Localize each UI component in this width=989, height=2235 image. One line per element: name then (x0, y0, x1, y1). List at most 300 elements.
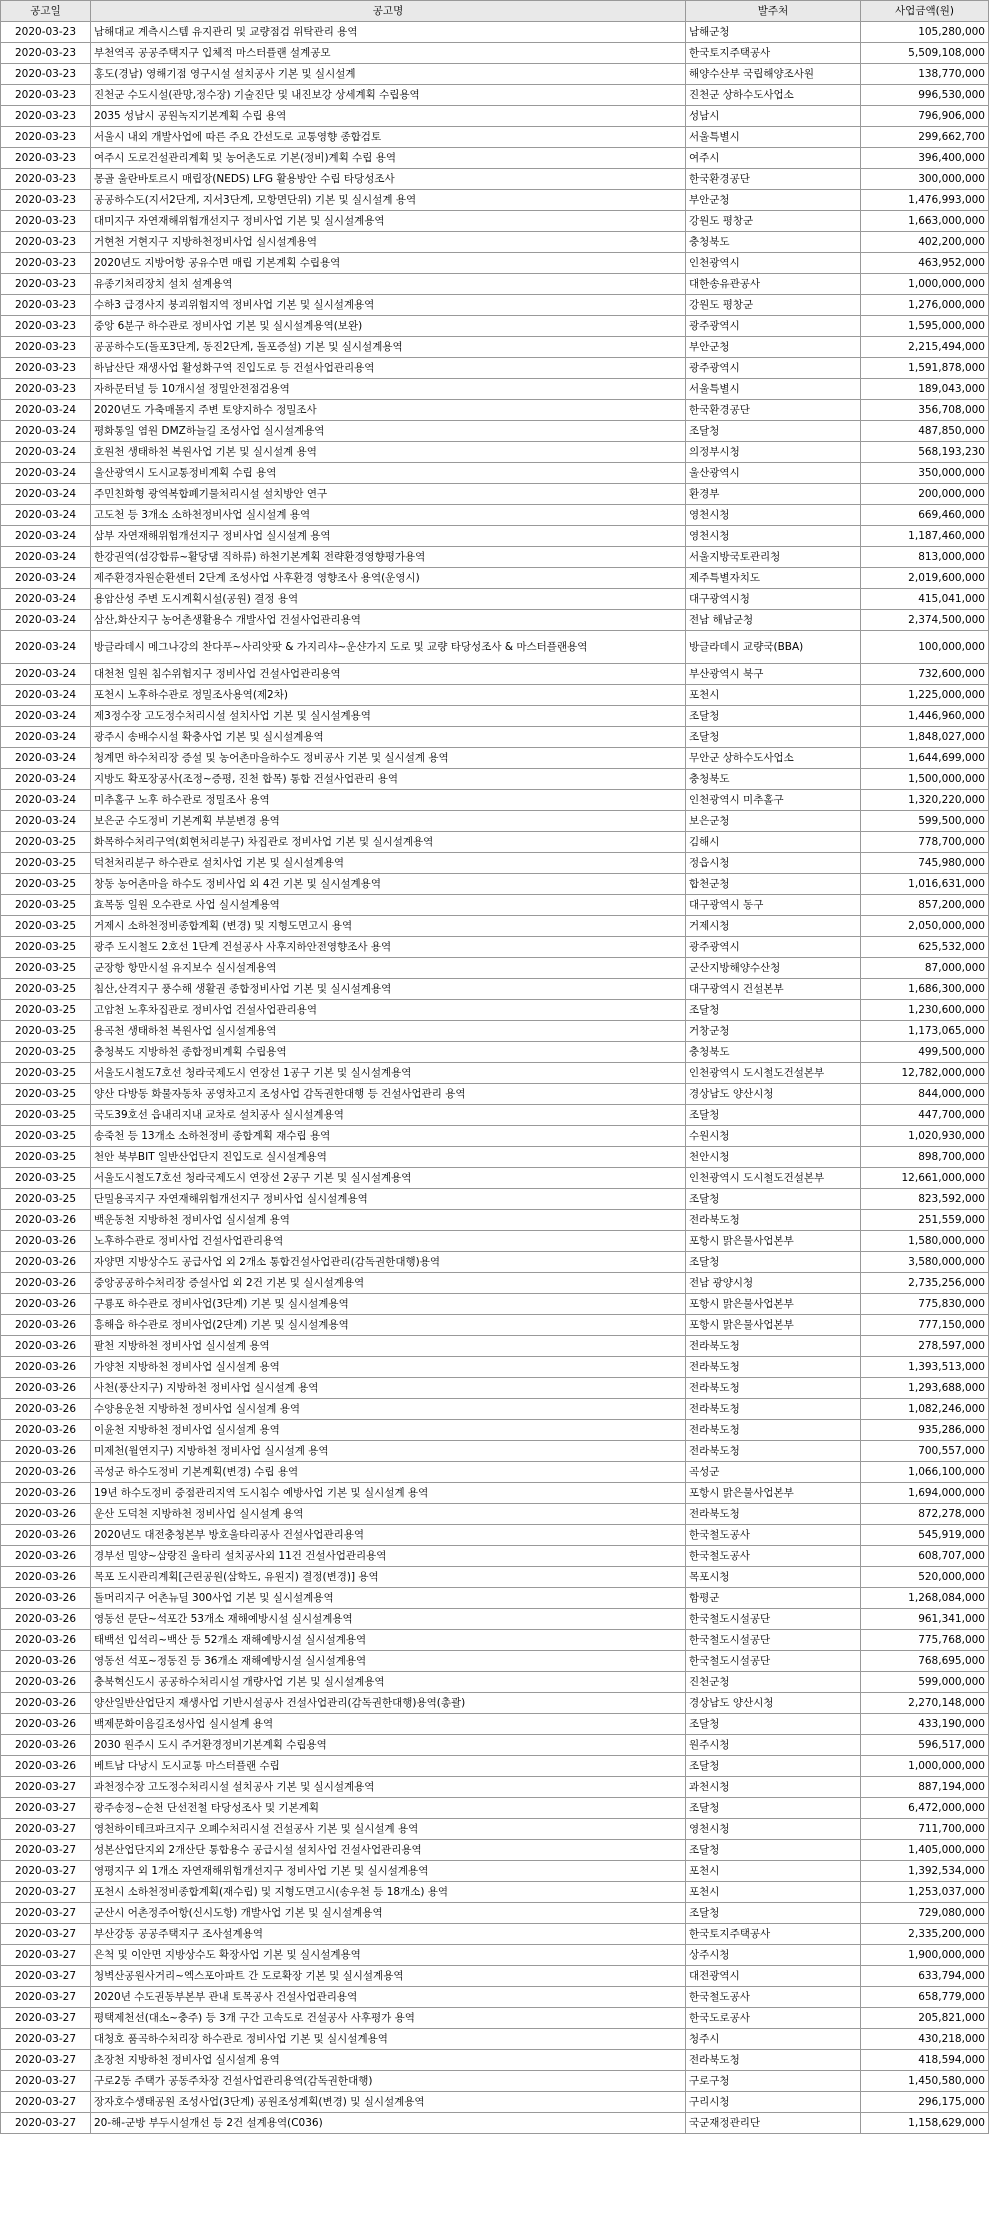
cell-title: 국도39호선 읍내리지내 교차로 설치공사 실시설계용역 (91, 1105, 686, 1126)
table-row[interactable] (1, 1462, 989, 1483)
cell-amount: 296,175,000 (861, 2092, 989, 2113)
cell-client: 서울지방국토관리청 (686, 547, 861, 568)
cell-date: 2020-03-24 (1, 484, 91, 505)
table-row[interactable] (1, 1945, 989, 1966)
cell-title: 용암산성 주변 도시계획시설(공원) 결정 용역 (91, 589, 686, 610)
table-row[interactable] (1, 568, 989, 589)
cell-date: 2020-03-25 (1, 1189, 91, 1210)
cell-client: 인천광역시 미추홀구 (686, 790, 861, 811)
cell-date: 2020-03-25 (1, 937, 91, 958)
cell-amount: 633,794,000 (861, 1966, 989, 1987)
table-row[interactable] (1, 1714, 989, 1735)
cell-client: 한국환경공단 (686, 400, 861, 421)
cell-amount: 961,341,000 (861, 1609, 989, 1630)
cell-amount: 1,276,000,000 (861, 295, 989, 316)
table-row[interactable] (1, 1063, 989, 1084)
cell-amount: 1,016,631,000 (861, 874, 989, 895)
cell-client: 충청북도 (686, 1042, 861, 1063)
cell-date: 2020-03-24 (1, 526, 91, 547)
cell-title: 충청북도 지방하천 종합정비계획 수립용역 (91, 1042, 686, 1063)
cell-client: 조달청 (686, 727, 861, 748)
cell-amount: 299,662,700 (861, 127, 989, 148)
cell-client: 한국철도시설공단 (686, 1609, 861, 1630)
cell-title: 백제문화이음길조성사업 실시설계 용역 (91, 1714, 686, 1735)
cell-title: 영동선 문단~석포간 53개소 재해예방시설 실시설계용역 (91, 1609, 686, 1630)
table-row[interactable] (1, 589, 989, 610)
cell-date: 2020-03-27 (1, 2029, 91, 2050)
cell-title: 청계면 하수처리장 증설 및 농어촌마을하수도 정비공사 기본 및 실시설계 용역 (91, 748, 686, 769)
cell-title: 초장천 지방하천 정비사업 실시설계 용역 (91, 2050, 686, 2071)
cell-client: 광주광역시 (686, 937, 861, 958)
table-row[interactable] (1, 1798, 989, 1819)
cell-date: 2020-03-27 (1, 2113, 91, 2134)
cell-title: 경부선 밀양~삼랑진 울타리 설치공사외 11건 건설사업관리용역 (91, 1546, 686, 1567)
cell-date: 2020-03-23 (1, 85, 91, 106)
table-row[interactable] (1, 1147, 989, 1168)
cell-title: 한강권역(섬강합류~활당댐 직하류) 하천기본계획 전략환경영향평가용역 (91, 547, 686, 568)
cell-amount: 402,200,000 (861, 232, 989, 253)
cell-client: 전라북도청 (686, 1210, 861, 1231)
table-row[interactable] (1, 769, 989, 790)
cell-title: 대청호 품곡하수처리장 하수관로 정비사업 기본 및 실시설계용역 (91, 2029, 686, 2050)
table-row[interactable] (1, 1168, 989, 1189)
table-row[interactable] (1, 874, 989, 895)
table-row[interactable] (1, 1042, 989, 1063)
cell-client: 부안군청 (686, 337, 861, 358)
table-row[interactable] (1, 463, 989, 484)
table-row[interactable] (1, 1483, 989, 1504)
table-row[interactable] (1, 1588, 989, 1609)
cell-date: 2020-03-24 (1, 631, 91, 664)
cell-title: 서울시 내외 개발사업에 따른 주요 간선도로 교통영향 종합검토 (91, 127, 686, 148)
cell-client: 원주시청 (686, 1735, 861, 1756)
cell-title: 2020년도 대전충청본부 방호울타리공사 건설사업관리용역 (91, 1525, 686, 1546)
cell-date: 2020-03-24 (1, 727, 91, 748)
cell-date: 2020-03-23 (1, 232, 91, 253)
table-row[interactable] (1, 169, 989, 190)
table-row[interactable] (1, 979, 989, 1000)
cell-client: 울산광역시 (686, 463, 861, 484)
table-row[interactable] (1, 1189, 989, 1210)
table-row[interactable] (1, 358, 989, 379)
cell-date: 2020-03-27 (1, 1882, 91, 1903)
table-row[interactable] (1, 1630, 989, 1651)
cell-date: 2020-03-24 (1, 769, 91, 790)
table-row[interactable] (1, 106, 989, 127)
header-amount[interactable]: 사업금액(원) (861, 1, 989, 22)
table-body (1, 22, 989, 2134)
cell-title: 천안 북부BIT 일반산업단지 진입도로 실시설계용역 (91, 1147, 686, 1168)
cell-title: 영동선 석포~정동진 등 36개소 재해예방시설 실시설계용역 (91, 1651, 686, 1672)
cell-title: 중앙 6분구 하수관로 정비사업 기본 및 실시설계용역(보완) (91, 316, 686, 337)
table-row[interactable] (1, 1777, 989, 1798)
table-row[interactable] (1, 1882, 989, 1903)
cell-title: 미제천(월연지구) 지방하천 정비사업 실시설계 용역 (91, 1441, 686, 1462)
cell-title: 포천시 소하천정비종합계획(재수립) 및 지형도면고시(송우천 등 18개소) 용역 (91, 1882, 686, 1903)
cell-date: 2020-03-24 (1, 706, 91, 727)
cell-amount: 2,735,256,000 (861, 1273, 989, 1294)
cell-title: 백운동천 지방하천 정비사업 실시설계 용역 (91, 1210, 686, 1231)
cell-title: 제3정수장 고도정수처리시설 설치사업 기본 및 실시설계용역 (91, 706, 686, 727)
cell-date: 2020-03-25 (1, 1021, 91, 1042)
cell-date: 2020-03-24 (1, 685, 91, 706)
cell-amount: 520,000,000 (861, 1567, 989, 1588)
cell-amount: 608,707,000 (861, 1546, 989, 1567)
cell-date: 2020-03-27 (1, 1798, 91, 1819)
cell-date: 2020-03-24 (1, 442, 91, 463)
cell-title: 공공하수도(지서2단계, 지서3단계, 모항면단위) 기본 및 실시설계 용역 (91, 190, 686, 211)
cell-client: 전남 광양시청 (686, 1273, 861, 1294)
cell-title: 사천(풍산지구) 지방하천 정비사업 실시설계 용역 (91, 1378, 686, 1399)
table-row[interactable] (1, 400, 989, 421)
table-row[interactable] (1, 1819, 989, 1840)
cell-date: 2020-03-23 (1, 148, 91, 169)
cell-client: 포천시 (686, 1882, 861, 1903)
cell-date: 2020-03-26 (1, 1483, 91, 1504)
table-row[interactable] (1, 1987, 989, 2008)
cell-client: 환경부 (686, 484, 861, 505)
table-row[interactable] (1, 1441, 989, 1462)
cell-client: 포항시 맑은물사업본부 (686, 1294, 861, 1315)
table-row[interactable] (1, 1231, 989, 1252)
cell-client: 서울특별시 (686, 379, 861, 400)
cell-client: 포천시 (686, 685, 861, 706)
cell-title: 수양용운천 지방하천 정비사업 실시설계 용역 (91, 1399, 686, 1420)
cell-date: 2020-03-23 (1, 337, 91, 358)
table-row[interactable] (1, 1567, 989, 1588)
cell-amount: 433,190,000 (861, 1714, 989, 1735)
cell-date: 2020-03-26 (1, 1336, 91, 1357)
cell-amount: 658,779,000 (861, 1987, 989, 2008)
cell-title: 제주환경자원순환센터 2단계 조성사업 사후환경 영향조사 용역(운영시) (91, 568, 686, 589)
cell-title: 침산,산격지구 풍수해 생활권 종합정비사업 기본 및 실시설계용역 (91, 979, 686, 1000)
table-row[interactable] (1, 379, 989, 400)
cell-date: 2020-03-26 (1, 1525, 91, 1546)
table-row[interactable] (1, 1924, 989, 1945)
table-row[interactable] (1, 937, 989, 958)
cell-date: 2020-03-26 (1, 1252, 91, 1273)
cell-title: 충북혁신도시 공공하수처리시설 개량사업 기본 및 실시설계용역 (91, 1672, 686, 1693)
table-row[interactable] (1, 853, 989, 874)
cell-amount: 189,043,000 (861, 379, 989, 400)
table-row[interactable] (1, 895, 989, 916)
cell-client: 진천군청 (686, 1672, 861, 1693)
table-row[interactable] (1, 1504, 989, 1525)
cell-amount: 711,700,000 (861, 1819, 989, 1840)
cell-date: 2020-03-27 (1, 2008, 91, 2029)
cell-date: 2020-03-23 (1, 211, 91, 232)
table-row[interactable] (1, 1021, 989, 1042)
cell-date: 2020-03-25 (1, 979, 91, 1000)
table-row[interactable] (1, 811, 989, 832)
table-row[interactable] (1, 484, 989, 505)
cell-title: 청벽산공원사거리~엑스포아파트 간 도로확장 기본 및 실시설계용역 (91, 1966, 686, 1987)
cell-date: 2020-03-23 (1, 316, 91, 337)
cell-amount: 1,644,699,000 (861, 748, 989, 769)
table-row[interactable] (1, 748, 989, 769)
cell-amount: 105,280,000 (861, 22, 989, 43)
table-row[interactable] (1, 685, 989, 706)
cell-date: 2020-03-24 (1, 568, 91, 589)
cell-title: 성본산업단지외 2개산단 통합용수 공급시설 설치사업 건설사업관리용역 (91, 1840, 686, 1861)
cell-amount: 396,400,000 (861, 148, 989, 169)
cell-amount: 1,393,513,000 (861, 1357, 989, 1378)
table-row[interactable] (1, 1084, 989, 1105)
table-row[interactable] (1, 832, 989, 853)
table-row[interactable] (1, 2050, 989, 2071)
cell-amount: 898,700,000 (861, 1147, 989, 1168)
table-row[interactable] (1, 1672, 989, 1693)
cell-date: 2020-03-24 (1, 400, 91, 421)
table-row[interactable] (1, 790, 989, 811)
cell-title: 하남산단 재생사업 활성화구역 진입도로 등 건설사업관리용역 (91, 358, 686, 379)
table-row[interactable] (1, 2071, 989, 2092)
table-row[interactable] (1, 1651, 989, 1672)
cell-date: 2020-03-27 (1, 1840, 91, 1861)
cell-date: 2020-03-25 (1, 1126, 91, 1147)
cell-title: 용곡천 생태하천 복원사업 실시설계용역 (91, 1021, 686, 1042)
table-row[interactable] (1, 664, 989, 685)
cell-date: 2020-03-26 (1, 1588, 91, 1609)
cell-amount: 599,500,000 (861, 811, 989, 832)
table-row[interactable] (1, 526, 989, 547)
cell-amount: 700,557,000 (861, 1441, 989, 1462)
cell-date: 2020-03-23 (1, 190, 91, 211)
cell-date: 2020-03-26 (1, 1273, 91, 1294)
cell-client: 전라북도청 (686, 2050, 861, 2071)
table-row[interactable] (1, 253, 989, 274)
cell-date: 2020-03-24 (1, 547, 91, 568)
cell-date: 2020-03-25 (1, 1105, 91, 1126)
cell-client: 보은군청 (686, 811, 861, 832)
cell-title: 화목하수처리구역(회현처리분구) 차집관로 정비사업 기본 및 실시설계용역 (91, 832, 686, 853)
cell-date: 2020-03-25 (1, 1042, 91, 1063)
cell-amount: 499,500,000 (861, 1042, 989, 1063)
cell-date: 2020-03-25 (1, 1147, 91, 1168)
cell-date: 2020-03-25 (1, 895, 91, 916)
table-row[interactable] (1, 1861, 989, 1882)
cell-amount: 1,225,000,000 (861, 685, 989, 706)
cell-amount: 935,286,000 (861, 1420, 989, 1441)
table-row[interactable] (1, 1399, 989, 1420)
cell-client: 강원도 평창군 (686, 211, 861, 232)
cell-client: 조달청 (686, 1000, 861, 1021)
cell-amount: 415,041,000 (861, 589, 989, 610)
table-row[interactable] (1, 1840, 989, 1861)
cell-amount: 1,020,930,000 (861, 1126, 989, 1147)
cell-amount: 1,446,960,000 (861, 706, 989, 727)
table-row[interactable] (1, 2029, 989, 2050)
cell-client: 포항시 맑은물사업본부 (686, 1315, 861, 1336)
cell-title: 여주시 도로건설관리계획 및 농어촌도로 기본(정비)계획 수립 용역 (91, 148, 686, 169)
table-row[interactable] (1, 1000, 989, 1021)
cell-date: 2020-03-26 (1, 1735, 91, 1756)
cell-title: 베트남 다낭시 도시교통 마스터플랜 수립 (91, 1756, 686, 1777)
cell-date: 2020-03-26 (1, 1315, 91, 1336)
cell-client: 조달청 (686, 1714, 861, 1735)
table-row[interactable] (1, 274, 989, 295)
cell-date: 2020-03-24 (1, 421, 91, 442)
cell-amount: 463,952,000 (861, 253, 989, 274)
table-row[interactable] (1, 211, 989, 232)
table-row[interactable] (1, 1525, 989, 1546)
cell-title: 남해대교 계측시스템 유지관리 및 교량점검 위탁관리 용역 (91, 22, 686, 43)
cell-title: 미추홀구 노후 하수관로 정밀조사 용역 (91, 790, 686, 811)
cell-amount: 857,200,000 (861, 895, 989, 916)
table-row[interactable] (1, 190, 989, 211)
cell-client: 경상남도 양산시청 (686, 1693, 861, 1714)
cell-client: 무안군 상하수도사업소 (686, 748, 861, 769)
table-row[interactable] (1, 85, 989, 106)
table-row[interactable] (1, 1336, 989, 1357)
cell-client: 김해시 (686, 832, 861, 853)
cell-client: 함평군 (686, 1588, 861, 1609)
table-row[interactable] (1, 2008, 989, 2029)
table-row[interactable] (1, 442, 989, 463)
cell-title: 자양면 지방상수도 공급사업 외 2개소 통합건설사업관리(감독권한대행)용역 (91, 1252, 686, 1273)
table-row[interactable] (1, 1210, 989, 1231)
cell-amount: 418,594,000 (861, 2050, 989, 2071)
cell-client: 부산광역시 북구 (686, 664, 861, 685)
table-row[interactable] (1, 1315, 989, 1336)
table-row[interactable] (1, 1420, 989, 1441)
table-row[interactable] (1, 1756, 989, 1777)
table-row[interactable] (1, 337, 989, 358)
cell-title: 광주송정~순천 단선전철 타당성조사 및 기본계획 (91, 1798, 686, 1819)
cell-amount: 775,830,000 (861, 1294, 989, 1315)
table-row[interactable] (1, 1735, 989, 1756)
cell-amount: 2,019,600,000 (861, 568, 989, 589)
table-row[interactable] (1, 610, 989, 631)
cell-client: 성남시 (686, 106, 861, 127)
cell-title: 2020년도 가축매몰지 주변 토양지하수 정밀조사 (91, 400, 686, 421)
table-row[interactable] (1, 547, 989, 568)
table-row[interactable] (1, 43, 989, 64)
cell-client: 수원시청 (686, 1126, 861, 1147)
cell-date: 2020-03-27 (1, 1861, 91, 1882)
cell-amount: 568,193,230 (861, 442, 989, 463)
cell-date: 2020-03-27 (1, 2050, 91, 2071)
cell-client: 조달청 (686, 1840, 861, 1861)
table-row[interactable] (1, 316, 989, 337)
table-row[interactable] (1, 2113, 989, 2134)
table-row[interactable] (1, 1126, 989, 1147)
cell-date: 2020-03-24 (1, 610, 91, 631)
cell-client: 조달청 (686, 1903, 861, 1924)
cell-title: 지방도 확포장공사(조정~증평, 진천 합목) 통합 건설사업관리 용역 (91, 769, 686, 790)
cell-date: 2020-03-23 (1, 379, 91, 400)
cell-client: 한국철도공사 (686, 1546, 861, 1567)
header-client[interactable]: 발주처 (686, 1, 861, 22)
cell-client: 한국환경공단 (686, 169, 861, 190)
cell-title: 2020년 수도권동부본부 관내 토목공사 건설사업관리용역 (91, 1987, 686, 2008)
cell-client: 국군재정관리단 (686, 2113, 861, 2134)
table-row[interactable] (1, 1294, 989, 1315)
table-row[interactable] (1, 148, 989, 169)
cell-client: 전라북도청 (686, 1420, 861, 1441)
header-date[interactable]: 공고일 (1, 1, 91, 22)
table-row[interactable] (1, 22, 989, 43)
cell-amount: 545,919,000 (861, 1525, 989, 1546)
cell-date: 2020-03-23 (1, 127, 91, 148)
table-row[interactable] (1, 421, 989, 442)
cell-date: 2020-03-26 (1, 1546, 91, 1567)
cell-amount: 2,050,000,000 (861, 916, 989, 937)
table-row[interactable] (1, 727, 989, 748)
table-row[interactable] (1, 1966, 989, 1987)
cell-client: 조달청 (686, 1252, 861, 1273)
cell-title: 효목동 일원 오수관로 사업 실시설계용역 (91, 895, 686, 916)
cell-client: 전남 해남군청 (686, 610, 861, 631)
table-row[interactable] (1, 295, 989, 316)
table-row[interactable] (1, 1378, 989, 1399)
table-row[interactable] (1, 505, 989, 526)
cell-amount: 2,374,500,000 (861, 610, 989, 631)
table-row[interactable] (1, 1357, 989, 1378)
cell-title: 태백선 입석리~백산 등 52개소 재해예방시설 실시설계용역 (91, 1630, 686, 1651)
table-row[interactable] (1, 1693, 989, 1714)
table-row[interactable] (1, 1273, 989, 1294)
table-row[interactable] (1, 2092, 989, 2113)
cell-title: 2020년도 지방어항 공유수면 매립 기본계획 수립용역 (91, 253, 686, 274)
cell-date: 2020-03-24 (1, 664, 91, 685)
table-row[interactable] (1, 1252, 989, 1273)
table-row[interactable] (1, 232, 989, 253)
header-title[interactable]: 공고명 (91, 1, 686, 22)
table-row[interactable] (1, 1609, 989, 1630)
cell-amount: 1,173,065,000 (861, 1021, 989, 1042)
cell-date: 2020-03-26 (1, 1756, 91, 1777)
cell-client: 거창군청 (686, 1021, 861, 1042)
cell-date: 2020-03-26 (1, 1567, 91, 1588)
cell-amount: 1,082,246,000 (861, 1399, 989, 1420)
cell-client: 서울특별시 (686, 127, 861, 148)
cell-amount: 6,472,000,000 (861, 1798, 989, 1819)
cell-date: 2020-03-23 (1, 43, 91, 64)
table-row[interactable] (1, 1105, 989, 1126)
cell-amount: 251,559,000 (861, 1210, 989, 1231)
table-row[interactable] (1, 706, 989, 727)
cell-client: 전라북도청 (686, 1336, 861, 1357)
cell-title: 구룡포 하수관로 정비사업(3단계) 기본 및 실시설계용역 (91, 1294, 686, 1315)
cell-amount: 1,580,000,000 (861, 1231, 989, 1252)
cell-date: 2020-03-27 (1, 1819, 91, 1840)
cell-amount: 430,218,000 (861, 2029, 989, 2050)
table-row[interactable] (1, 1546, 989, 1567)
cell-date: 2020-03-24 (1, 811, 91, 832)
table-row[interactable] (1, 1903, 989, 1924)
cell-client: 조달청 (686, 706, 861, 727)
cell-client: 영천시청 (686, 526, 861, 547)
cell-title: 팔천 지방하천 정비사업 실시설계 용역 (91, 1336, 686, 1357)
cell-client: 부안군청 (686, 190, 861, 211)
cell-amount: 487,850,000 (861, 421, 989, 442)
cell-title: 가양천 지방하천 정비사업 실시설계 용역 (91, 1357, 686, 1378)
cell-date: 2020-03-23 (1, 22, 91, 43)
table-row[interactable] (1, 64, 989, 85)
cell-date: 2020-03-26 (1, 1378, 91, 1399)
cell-client: 구로구청 (686, 2071, 861, 2092)
table-row[interactable] (1, 958, 989, 979)
cell-title: 방글라데시 메그나강의 찬다푸~사리앗팟 & 가지리샤~운샨가지 도로 및 교량 타당성조사 & 마스터플랜용역 (91, 631, 686, 664)
cell-date: 2020-03-24 (1, 748, 91, 769)
table-row[interactable] (1, 127, 989, 148)
cell-date: 2020-03-27 (1, 1777, 91, 1798)
cell-title: 자하문터널 등 10개시설 정밀안전점검용역 (91, 379, 686, 400)
cell-amount: 1,686,300,000 (861, 979, 989, 1000)
table-row[interactable] (1, 631, 989, 664)
table-row[interactable] (1, 916, 989, 937)
